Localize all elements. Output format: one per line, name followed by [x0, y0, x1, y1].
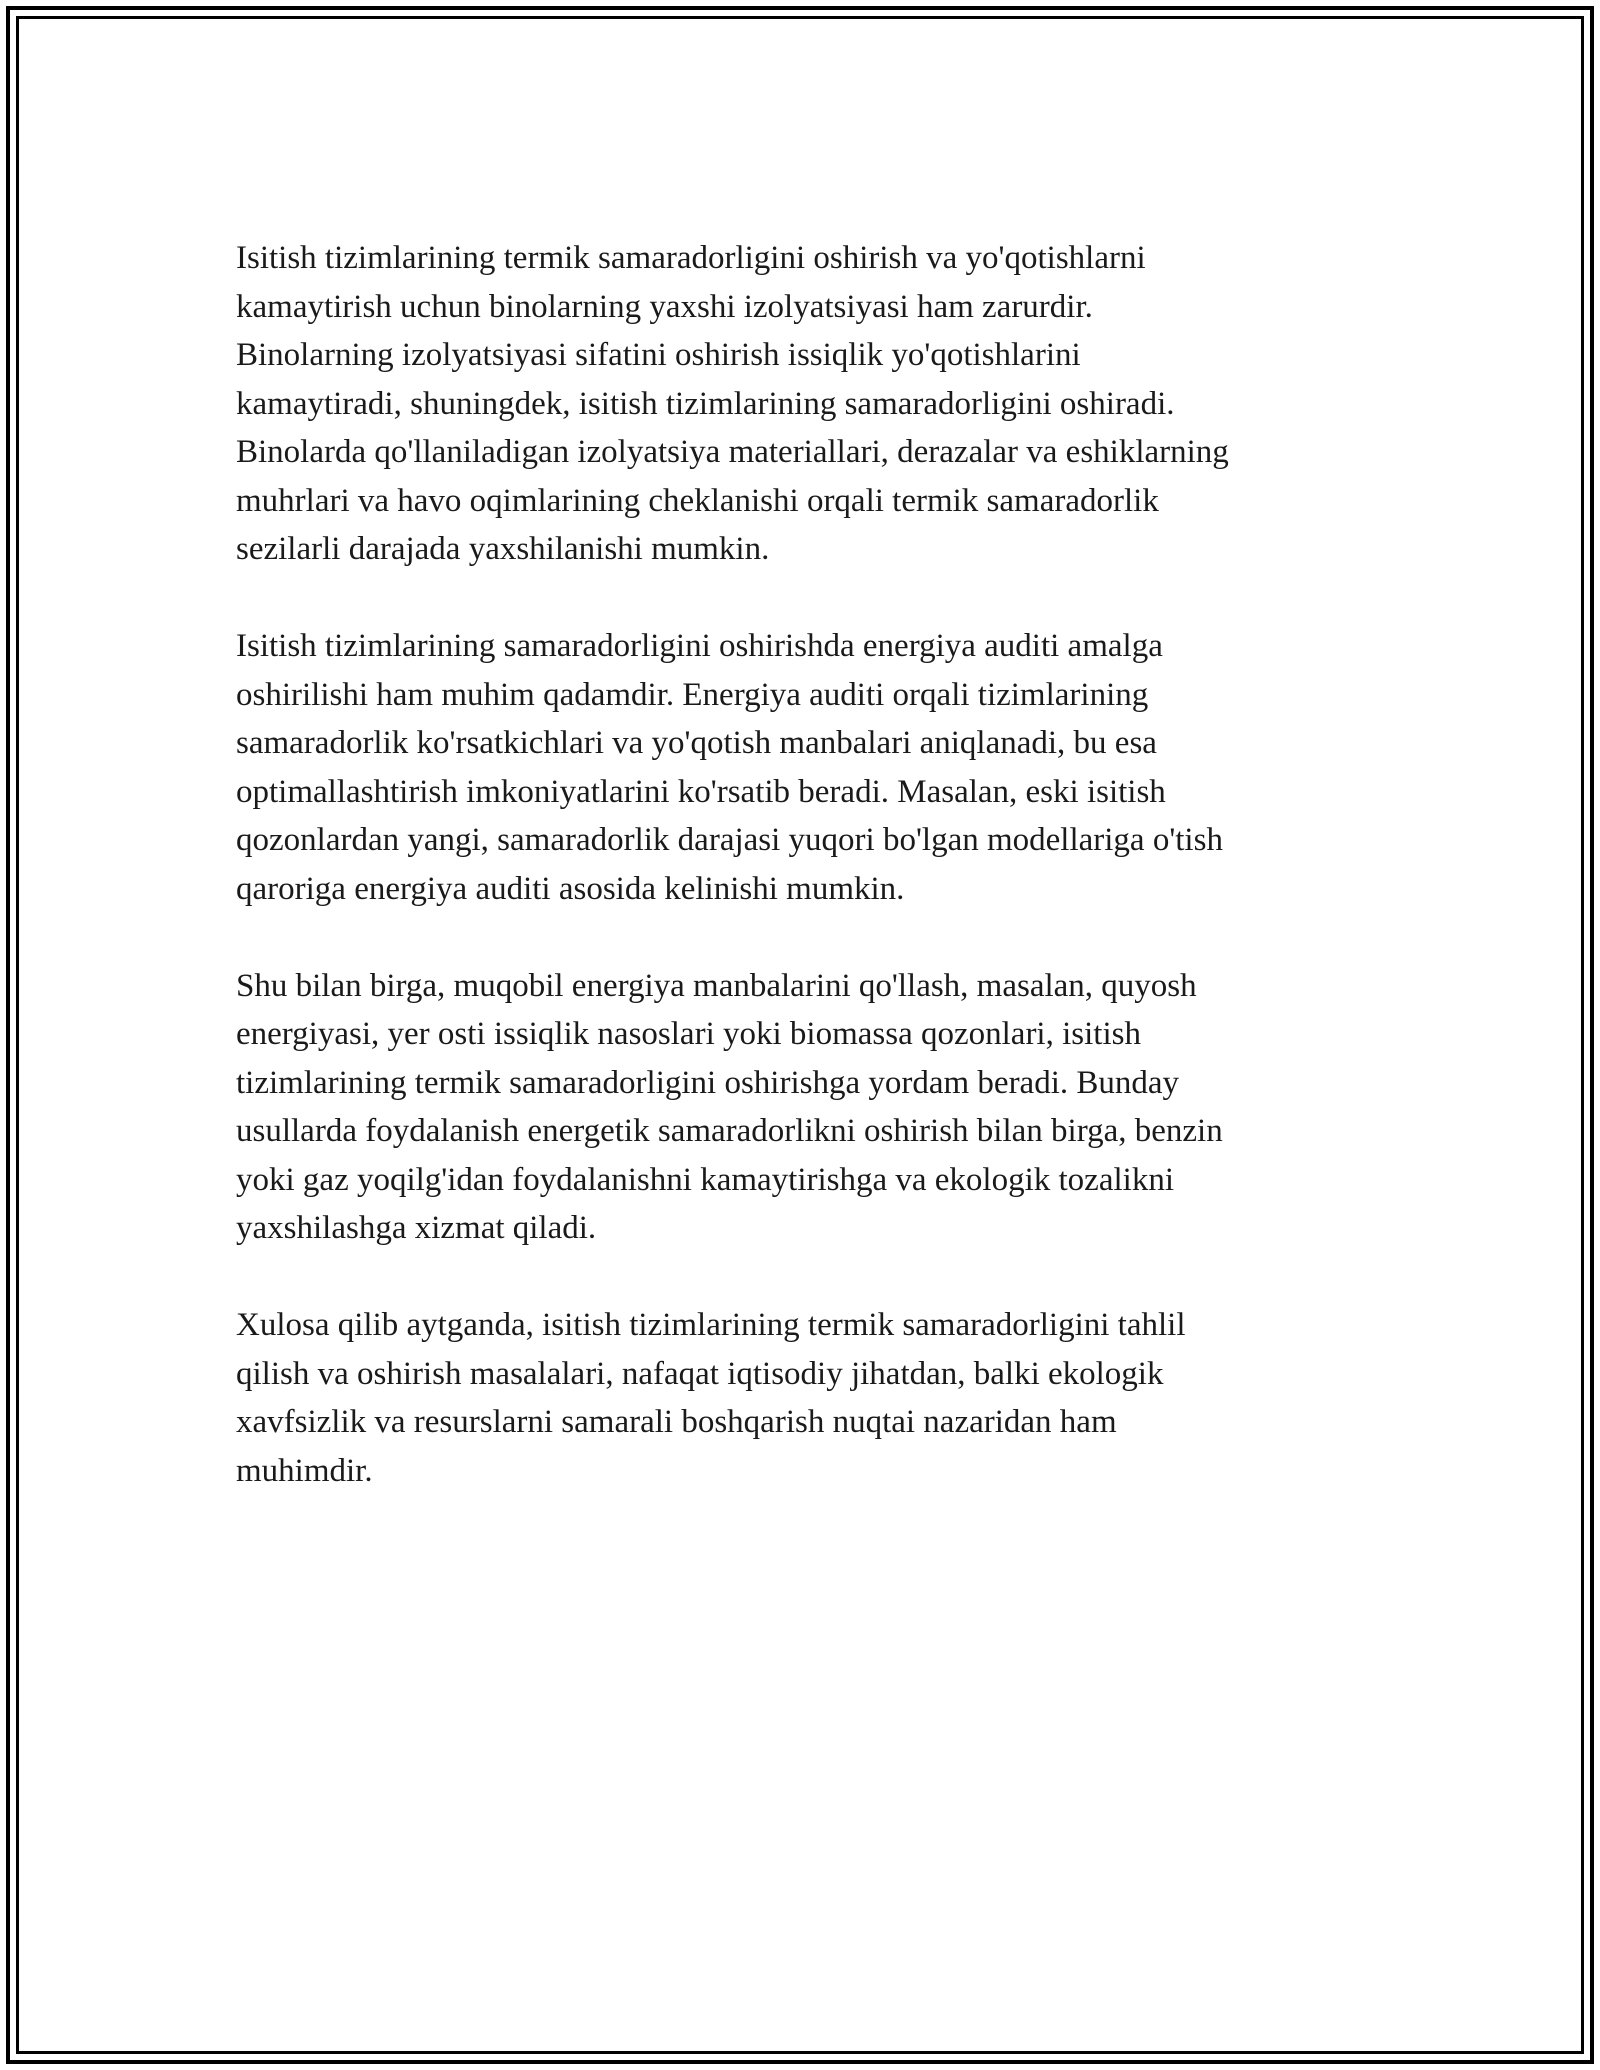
paragraph-building-insulation: Isitish tizimlarining termik samaradorligini oshirish va yo'qotishlarni kamaytirish uchun binolarning yaxshi izolyatsiyasi ham zarurdir. Binolarning izolyatsiyasi sifatini oshirish issiqlik yo'qotishlarini kamaytiradi, shuningdek, isitish tizimlarining samaradorligini oshiradi. Binolarda qo'llaniladigan izolyatsiya materiallari, derazalar va eshiklarning muhrlari va havo oqimlarining cheklanishi orqali termik samaradorlik sezilarli darajada yaxshilanishi mumkin. [236, 240, 1229, 567]
document-body [236, 234, 1366, 1544]
paragraph-conclusion: Xulosa qilib aytganda, isitish tizimlarining termik samaradorligini tahlil qilish va oshirish masalalari, nafaqat iqtisodiy jihatdan, balki ekologik xavfsizlik va resurslarni samarali boshqarish nuqtai nazaridan ham muhimdir. [236, 1307, 1186, 1489]
paragraph-alternative-energy: Shu bilan birga, muqobil energiya manbalarini qo'llash, masalan, quyosh energiyasi, yer osti issiqlik nasoslari yoki biomassa qozonlari, isitish tizimlarining termik samaradorligini oshirishga yordam beradi. Bunday usullarda foydalanish energetik samaradorlikni oshirish bilan birga, benzin yoki gaz yoqilg'idan foydalanishni kamaytirishga va ekologik tozalikni yaxshilashga xizmat qiladi. [236, 967, 1223, 1246]
paragraph-energy-audit: Isitish tizimlarining samaradorligini oshirishda energiya auditi amalga oshirilishi ham muhim qadamdir. Energiya auditi orqali tizimlarining samaradorlik ko'rsatkichlari va yo'qotish manbalari aniqlanadi, bu esa optimallashtirish imkoniyatlarini ko'rsatib beradi. Masalan, eski isitish qozonlardan yangi, samaradorlik darajasi yuqori bo'lgan modellariga o'tish qaroriga energiya auditi asosida kelinishi mumkin. [236, 628, 1223, 907]
